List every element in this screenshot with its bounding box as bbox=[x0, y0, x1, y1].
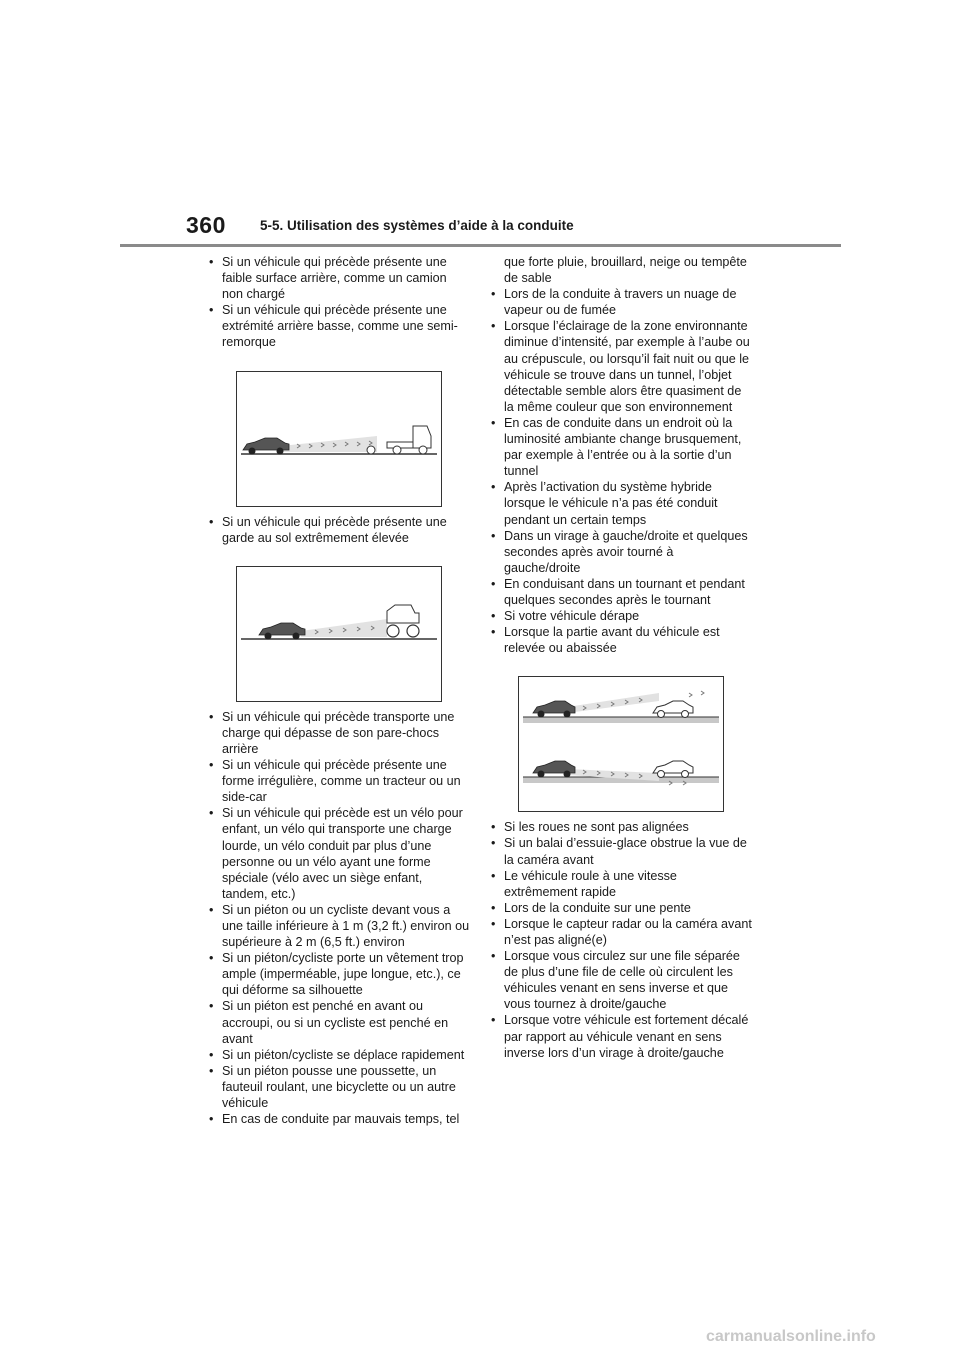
list-item: • Si un véhicule qui précède présente une faible surface arrière, comme un camion non chargé bbox=[206, 254, 470, 302]
list-item: • Si un véhicule qui précède est un vélo pour enfant, un vélo qui transporte une charge lourde, un vélo conduit par plus d’une personne ou un vélo ayant une forme spéciale (vélo avec un siège enfant, tandem, etc.) bbox=[206, 805, 470, 902]
list-item: • Si un piéton/cycliste se déplace rapidement bbox=[206, 1047, 470, 1063]
list-item: • En cas de conduite par mauvais temps, tel bbox=[206, 1111, 470, 1127]
list-item: • Si un véhicule qui précède présente une garde au sol extrêmement élevée bbox=[206, 514, 470, 546]
list-item: • Si un piéton/cycliste porte un vêtement trop ample (imperméable, jupe longue, etc.), ce qui déforme sa silhouette bbox=[206, 950, 470, 998]
page-number: 360 bbox=[186, 212, 226, 238]
list-item: • Après l’activation du système hybride lorsque le véhicule n’a pas été conduit pendant un certain temps bbox=[488, 479, 752, 527]
bullet-list-right-2 bbox=[488, 819, 752, 1060]
list-item: • En conduisant dans un tournant et pendant quelques secondes après le tournant bbox=[488, 576, 752, 608]
figure-high-clearance-vehicle bbox=[236, 566, 442, 702]
list-item: • Dans un virage à gauche/droite et quelques secondes après avoir tourné à gauche/droite bbox=[488, 528, 752, 576]
list-item: • Lorsque votre véhicule est fortement décalé par rapport au véhicule venant en sens inverse lors d’un virage à droite/gauche bbox=[488, 1012, 752, 1060]
list-item: • Lorsque le capteur radar ou la caméra avant n’est pas aligné(e) bbox=[488, 916, 752, 948]
list-item: • Si un véhicule qui précède présente une extrémité arrière basse, comme une semi-remorque bbox=[206, 302, 470, 350]
bullet-list-right-1 bbox=[488, 254, 752, 656]
right-column bbox=[488, 254, 752, 1061]
truck-illustration bbox=[237, 372, 441, 506]
list-item: • En cas de conduite dans un endroit où la luminosité ambiante change brusquement, par exemple à l’entrée ou à la sortie d’un tunnel bbox=[488, 415, 752, 479]
bullet-list-left-3 bbox=[206, 709, 470, 1127]
list-item-continuation: que forte pluie, brouillard, neige ou tempête de sable bbox=[504, 255, 747, 286]
section-title: 5-5. Utilisation des systèmes d’aide à la conduite bbox=[260, 218, 574, 233]
list-item: • Lors de la conduite à travers un nuage de vapeur ou de fumée bbox=[488, 286, 752, 318]
list-item: • Si un véhicule qui précède présente une forme irrégulière, comme un tracteur ou un side-car bbox=[206, 757, 470, 805]
figure-truck-low-rear bbox=[236, 371, 442, 507]
bullet-list-left-2 bbox=[206, 514, 470, 546]
list-item: • Si les roues ne sont pas alignées bbox=[488, 819, 752, 835]
list-item: • Lorsque vous circulez sur une file séparée de plus d’une file de celle où circulent les véhicules venant en sens inverse et que vous tournez à droite/gauche bbox=[488, 948, 752, 1012]
list-item: • Si un balai d’essuie-glace obstrue la vue de la caméra avant bbox=[488, 835, 752, 867]
bullet-list-left-1 bbox=[206, 254, 470, 351]
list-item: • Si votre véhicule dérape bbox=[488, 608, 752, 624]
list-item: • Si un piéton est penché en avant ou accroupi, ou si un cycliste est penché en avant bbox=[206, 998, 470, 1046]
footer-watermark: carmanualsonline.info bbox=[706, 1328, 876, 1345]
high-clearance-illustration bbox=[237, 567, 441, 701]
left-column bbox=[206, 254, 470, 1127]
list-item: • Si un véhicule qui précède transporte une charge qui dépasse de son pare-chocs arrière bbox=[206, 709, 470, 757]
list-item: • Si un piéton pousse une poussette, un fauteuil roulant, une bicyclette ou un autre véhicule bbox=[206, 1063, 470, 1111]
figure-pitch-change bbox=[518, 676, 724, 812]
pitch-change-illustration bbox=[519, 677, 723, 811]
header-rule bbox=[120, 244, 841, 247]
list-item: • Le véhicule roule à une vitesse extrêmement rapide bbox=[488, 868, 752, 900]
list-item: • Lorsque la partie avant du véhicule est relevée ou abaissée bbox=[488, 624, 752, 656]
list-item: • Si un piéton ou un cycliste devant vous a une taille inférieure à 1 m (3,2 ft.) environ ou supérieure à 2 m (6,5 ft.) environ bbox=[206, 902, 470, 950]
list-item: • Lors de la conduite sur une pente bbox=[488, 900, 752, 916]
list-item: • Lorsque l’éclairage de la zone environnante diminue d’intensité, par exemple à l’aube ou au crépuscule, ou lorsqu’il fait nuit ou que le véhicule se trouve dans un tunnel, l’objet détectable semble alors être quasiment de la même couleur que son environnement bbox=[488, 318, 752, 415]
